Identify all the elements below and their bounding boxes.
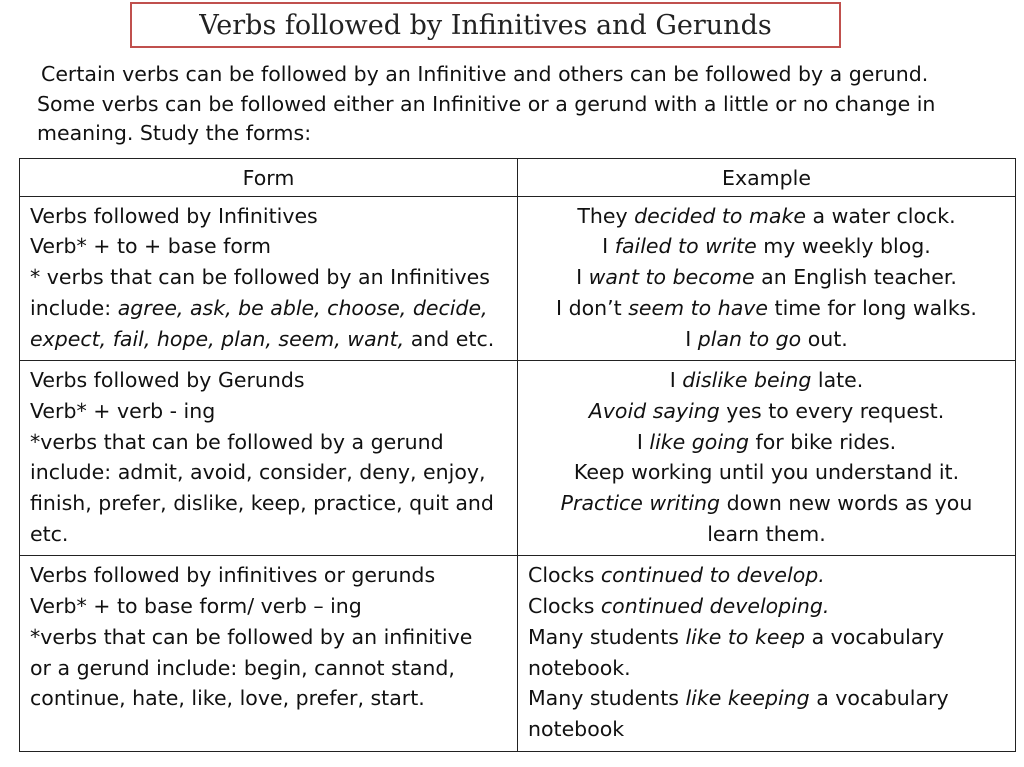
form-cell-line: finish, prefer, dislike, keep, practice, quit and — [30, 491, 494, 516]
form-cell-line: continue, hate, like, love, prefer, start. — [30, 686, 425, 711]
slide-title: Verbs followed by Infinitives and Gerunds — [199, 9, 772, 41]
form-cell-line: or a gerund include: begin, cannot stand, — [30, 655, 455, 680]
example-cell-line: notebook. — [528, 655, 631, 680]
example-cell-line: learn them. — [707, 521, 826, 546]
header-example: Example — [518, 159, 1016, 197]
form-cell-line: *verbs that can be followed by a gerund — [30, 429, 444, 454]
form-cell-line: Verb* + verb - ing — [30, 398, 216, 423]
form-cell — [20, 556, 518, 751]
example-cell-line: notebook — [528, 716, 625, 741]
example-cell-line: Many students like keeping a vocabulary — [528, 686, 949, 711]
example-cell — [518, 556, 1016, 751]
example-cell-line: Many students like to keep a vocabulary — [528, 624, 945, 649]
title-box — [130, 2, 841, 48]
intro-paragraph — [37, 60, 977, 149]
form-cell-line: include: agree, ask, be able, choose, decide, — [30, 295, 488, 320]
form-cell-line: Verbs followed by Gerunds — [30, 368, 305, 393]
form-cell-line: Verb* + to + base form — [30, 234, 271, 259]
intro-line: meaning. Study the forms: — [37, 121, 312, 145]
verb-forms-table — [19, 158, 1016, 752]
header-form: Form — [20, 159, 518, 197]
form-cell-line: etc. — [30, 521, 69, 546]
form-cell-line: Verbs followed by Infinitives — [30, 203, 318, 228]
form-cell-line: include: admit, avoid, consider, deny, enjoy, — [30, 460, 486, 485]
form-cell-line: * verbs that can be followed by an Infinitives — [30, 265, 490, 290]
example-cell-line: Clocks continued developing. — [528, 594, 830, 619]
example-cell-line: I like going for bike rides. — [636, 429, 897, 454]
example-cell-line: I plan to go out. — [685, 326, 848, 351]
form-cell-line: Verb* + to base form/ verb – ing — [30, 594, 362, 619]
form-cell — [20, 196, 518, 361]
table-header-row — [20, 159, 1016, 197]
table-body — [20, 196, 1016, 751]
table-row — [20, 361, 1016, 556]
example-cell-line: I dislike being late. — [669, 368, 864, 393]
example-cell-line: I failed to write my weekly blog. — [602, 234, 931, 259]
example-cell — [518, 196, 1016, 361]
example-cell-line: They decided to make a water clock. — [577, 203, 956, 228]
form-cell-line: *verbs that can be followed by an infinitive — [30, 624, 473, 649]
example-cell-line: Practice writing down new words as you — [560, 491, 973, 516]
table-row — [20, 556, 1016, 751]
intro-line: Certain verbs can be followed by an Infinitive and others can be followed by a gerund. — [41, 62, 929, 86]
intro-line: Some verbs can be followed either an Infinitive or a gerund with a little or no change in — [37, 91, 936, 116]
form-cell-line: Verbs followed by infinitives or gerunds — [30, 563, 436, 588]
example-cell-line: Keep working until you understand it. — [573, 460, 960, 485]
table-row — [20, 196, 1016, 361]
example-cell-line: I don’t seem to have time for long walks. — [556, 295, 977, 320]
example-cell-line: Clocks continued to develop. — [528, 563, 825, 588]
example-cell-line: Avoid saying yes to every request. — [588, 398, 945, 423]
example-cell — [518, 361, 1016, 556]
example-cell-line: I want to become an English teacher. — [576, 265, 957, 290]
form-cell-line: expect, fail, hope, plan, seem, want, and etc. — [30, 326, 495, 351]
form-cell — [20, 361, 518, 556]
